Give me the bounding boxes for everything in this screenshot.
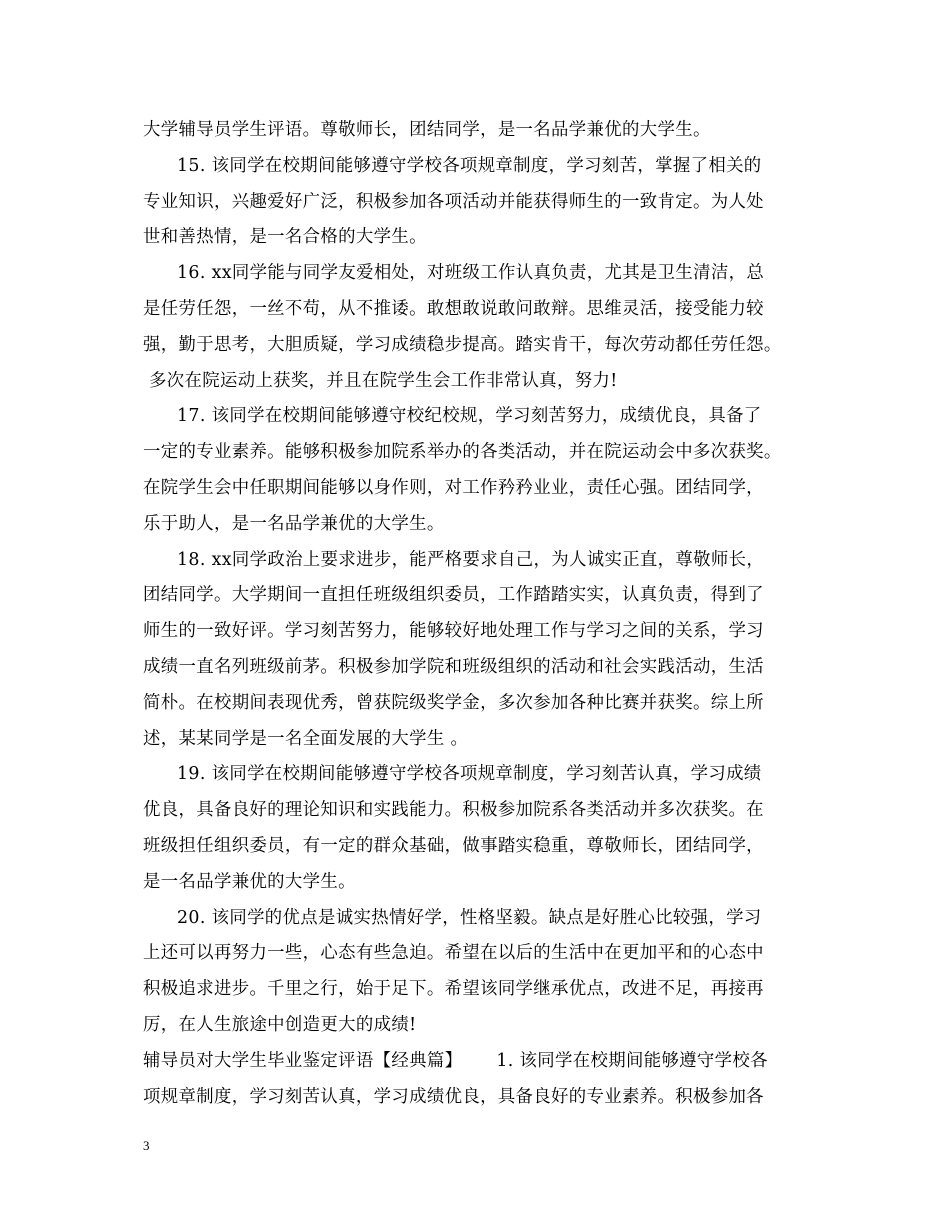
text-line: 是一名品学兼优的大学生。: [143, 871, 356, 892]
text-line: 在院学生会中任职期间能够以身作则，对工作矜矜业业，责任心强。团结同学，: [143, 477, 764, 498]
paragraph-19-start: 19. 该同学在校期间能够遵守学校各项规章制度，学习刻苦认真，学习成绩: [177, 764, 762, 785]
text-line: 一定的专业素养。能够积极参加院系举办的各类活动，并在院运动会中多次获奖。: [143, 442, 782, 463]
text-line: 是任劳任怨，一丝不苟，从不推诿。敢想敢说敢问敢辩。思维灵活，接受能力较: [143, 298, 764, 319]
paragraph-15-start: 15. 该同学在校期间能够遵守学校各项规章制度，学习刻苦，掌握了相关的: [177, 155, 762, 176]
section-heading-line: [143, 1044, 833, 1080]
text-line: 成绩一直名列班级前茅。积极参加学院和班级组织的活动和社会实践活动，生活: [143, 656, 764, 677]
paragraph-18-start: 18. xx同学政治上要求进步，能严格要求自己，为人诚实正直，尊敬师长，: [177, 549, 765, 570]
paragraph-20-start: 20. 该同学的优点是诚实热情好学，性格坚毅。缺点是好胜心比较强，学习: [177, 907, 762, 928]
text-line: 世和善热情，是一名合格的大学生。: [143, 227, 427, 248]
text-line: 项规章制度，学习刻苦认真，学习成绩优良，具备良好的专业素养。积极参加各: [143, 1086, 764, 1107]
section-first-item: 1. 该同学在校期间能够遵守学校各: [496, 1050, 768, 1071]
text-line: 乐于助人，是一名品学兼优的大学生。: [143, 513, 445, 534]
text-line: 上还可以再努力一些，心态有些急迫。希望在以后的生活中在更加平和的心态中: [143, 943, 764, 964]
text-line: 厉，在人生旅途中创造更大的成绩!: [143, 1014, 417, 1035]
page-number: 3: [143, 1138, 150, 1153]
text-line: 强，勤于思考，大胆质疑，学习成绩稳步提高。踏实肯干，每次劳动都任劳任怨。: [143, 334, 782, 355]
paragraph-17-start: 17. 该同学在校期间能够遵守校纪校规，学习刻苦努力，成绩优良，具备了: [177, 406, 762, 427]
paragraph-16-start: 16. xx同学能与同学友爱相处，对班级工作认真负责，尤其是卫生清洁，总: [177, 263, 765, 284]
section-heading: 辅导员对大学生毕业鉴定评语【经典篇】: [143, 1050, 463, 1071]
text-line: 专业知识，兴趣爱好广泛，积极参加各项活动并能获得师生的一致肯定。为人处: [143, 191, 764, 212]
text-line: 积极追求进步。千里之行，始于足下。希望该同学继承优点，改进不足，再接再: [143, 979, 764, 1000]
text-line: 师生的一致好评。学习刻苦努力，能够较好地处理工作与学习之间的关系，学习: [143, 621, 764, 642]
text-line: 班级担任组织委员，有一定的群众基础，做事踏实稳重，尊敬师长，团结同学，: [143, 835, 764, 856]
document-body: [143, 113, 833, 1115]
text-line: 团结同学。大学期间一直担任班级组织委员，工作踏踏实实，认真负责，得到了: [143, 585, 764, 606]
text-line: 优良，具备良好的理论知识和实践能力。积极参加院系各类活动并多次获奖。在: [143, 800, 764, 821]
text-line: 简朴。在校期间表现优秀，曾获院级奖学金，多次参加各种比赛并获奖。综上所: [143, 692, 764, 713]
text-line: 多次在院运动上获奖，并且在院学生会工作非常认真，努力!: [149, 370, 618, 391]
text-line: 述，某某同学是一名全面发展的大学生 。: [143, 728, 469, 749]
text-line: 大学辅导员学生评语。尊敬师长，团结同学，是一名品学兼优的大学生。: [143, 120, 711, 140]
